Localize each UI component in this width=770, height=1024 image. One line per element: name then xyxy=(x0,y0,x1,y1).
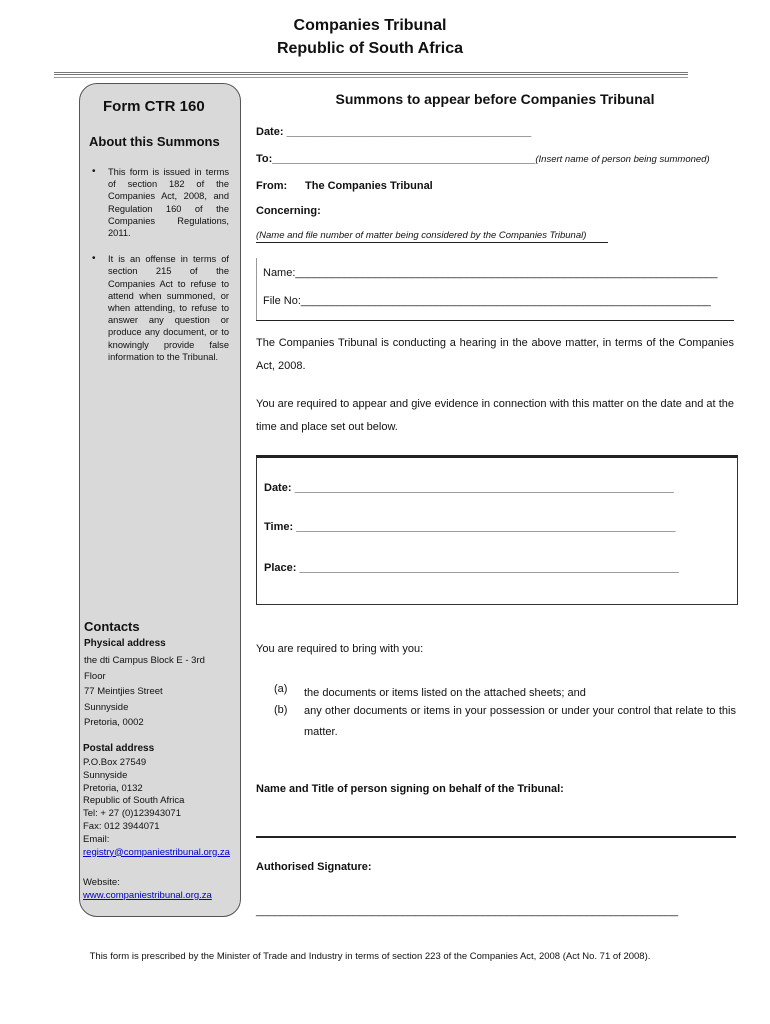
box-place-label: Place: xyxy=(264,562,300,574)
box-place-field[interactable] xyxy=(264,562,679,574)
to-hint: (Insert name of person being summoned) xyxy=(535,154,710,165)
box-date-label: Date: xyxy=(264,482,295,494)
document-header xyxy=(0,14,740,60)
name-label: Name: xyxy=(263,267,296,279)
concerning-label: Concerning: xyxy=(256,205,321,217)
file-no-field[interactable] xyxy=(263,295,711,307)
date-label: Date: xyxy=(256,126,287,138)
concerning-hint: (Name and file number of matter being considered by the Companies Tribunal) xyxy=(256,230,587,241)
address-line: Floor xyxy=(84,670,106,682)
item-text: any other documents or items in your possession or under your control that relate to this matter. xyxy=(304,705,736,738)
file-no-line: ___________________________________________________________________ xyxy=(300,295,711,307)
postal-line: Tel: + 27 (0)123943071 xyxy=(83,808,181,820)
postal-line: P.O.Box 27549 xyxy=(83,757,147,768)
address-line: the dti Campus Block E - 3rd xyxy=(84,655,205,666)
to-line: ___________________________________________ xyxy=(272,153,536,165)
name-field[interactable] xyxy=(263,267,718,279)
from-label: From: xyxy=(256,180,288,192)
header-line-2: Republic of South Africa xyxy=(276,40,464,57)
postal-address-heading: Postal address xyxy=(83,743,155,754)
website-block xyxy=(83,877,212,903)
date-line: ________________________________________ xyxy=(286,126,532,138)
postal-line: Pretoria, 0132 xyxy=(83,782,143,794)
address-line: Sunnyside xyxy=(84,701,129,713)
item-mark: (a) xyxy=(274,683,288,695)
signer-line[interactable] xyxy=(256,836,736,838)
box-date-field[interactable] xyxy=(264,482,674,494)
name-line: _____________________________________________________________________ xyxy=(295,267,718,279)
postal-address xyxy=(83,757,238,859)
form-title: Form CTR 160 xyxy=(103,98,205,115)
file-no-label: File No: xyxy=(263,295,301,307)
postal-line: Sunnyside xyxy=(83,769,128,781)
to-label: To: xyxy=(256,153,273,165)
box-time-label: Time: xyxy=(264,521,297,533)
physical-address-heading: Physical address xyxy=(84,638,166,649)
box-date-line: ______________________________________________________________ xyxy=(294,482,674,494)
hearing-paragraph: The Companies Tribunal is conducting a hearing in the above matter, in terms of the Companies Act, 2008. xyxy=(256,337,734,372)
about-bullet: • This form is issued in terms of section 182 of the Companies Act, 2008, and Regulation 160 of the Companies Regulations, 2011. xyxy=(89,166,229,239)
address-line: 77 Meintjies Street xyxy=(84,686,163,697)
signature-label: Authorised Signature: xyxy=(256,861,372,873)
postal-line: Republic of South Africa xyxy=(83,795,185,807)
physical-address xyxy=(84,653,234,731)
about-heading: About this Summons xyxy=(89,134,220,149)
header-rule-thin xyxy=(54,77,688,78)
item-text: the documents or items listed on the attached sheets; and xyxy=(304,687,586,699)
concerning-box-left xyxy=(256,258,258,320)
header-line-1: Companies Tribunal xyxy=(293,17,447,34)
date-field[interactable] xyxy=(256,126,531,138)
signer-label: Name and Title of person signing on behalf of the Tribunal: xyxy=(256,783,564,795)
address-line: Pretoria, 0002 xyxy=(84,717,144,728)
website-label: Website: xyxy=(83,877,120,888)
to-field[interactable] xyxy=(256,153,710,165)
box-place-line: ______________________________________________________________ xyxy=(299,562,679,574)
postal-line: Fax: 012 3944071 xyxy=(83,820,160,832)
box-time-line: ______________________________________________________________ xyxy=(296,521,676,533)
concerning-underline xyxy=(256,242,608,243)
item-mark: (b) xyxy=(274,704,288,716)
appear-paragraph: You are required to appear and give evidence in connection with this matter on the date and at the time and place set out below. xyxy=(256,398,734,433)
footer-note: This form is prescribed by the Minister of Trade and Industry in terms of section 223 of the Companies Act, 2008 (Act No. 71 of 2008). xyxy=(89,951,651,962)
about-bullet-list xyxy=(89,166,229,377)
website-link[interactable]: www.companiestribunal.org.za xyxy=(83,889,212,901)
from-value: The Companies Tribunal xyxy=(305,180,433,192)
box-time-field[interactable] xyxy=(264,521,676,533)
concerning-box-bottom xyxy=(256,320,734,321)
header-rule xyxy=(54,72,688,75)
email-link[interactable]: registry@companiestribunal.org.za xyxy=(83,846,230,858)
contacts-heading: Contacts xyxy=(84,619,140,634)
signature-line[interactable]: _____________________________________________________________________ xyxy=(256,905,679,917)
about-bullet: • It is an offense in terms of section 215 of the Companies Act to refuse to attend when summoned, or when attending, to refuse to answer any question or produce any document, or to knowingly provide false information to the Tribunal. xyxy=(89,253,229,363)
summons-title: Summons to appear before Companies Tribunal xyxy=(335,91,655,107)
postal-line: Email: xyxy=(83,833,110,845)
bring-text: You are required to bring with you: xyxy=(256,643,424,655)
